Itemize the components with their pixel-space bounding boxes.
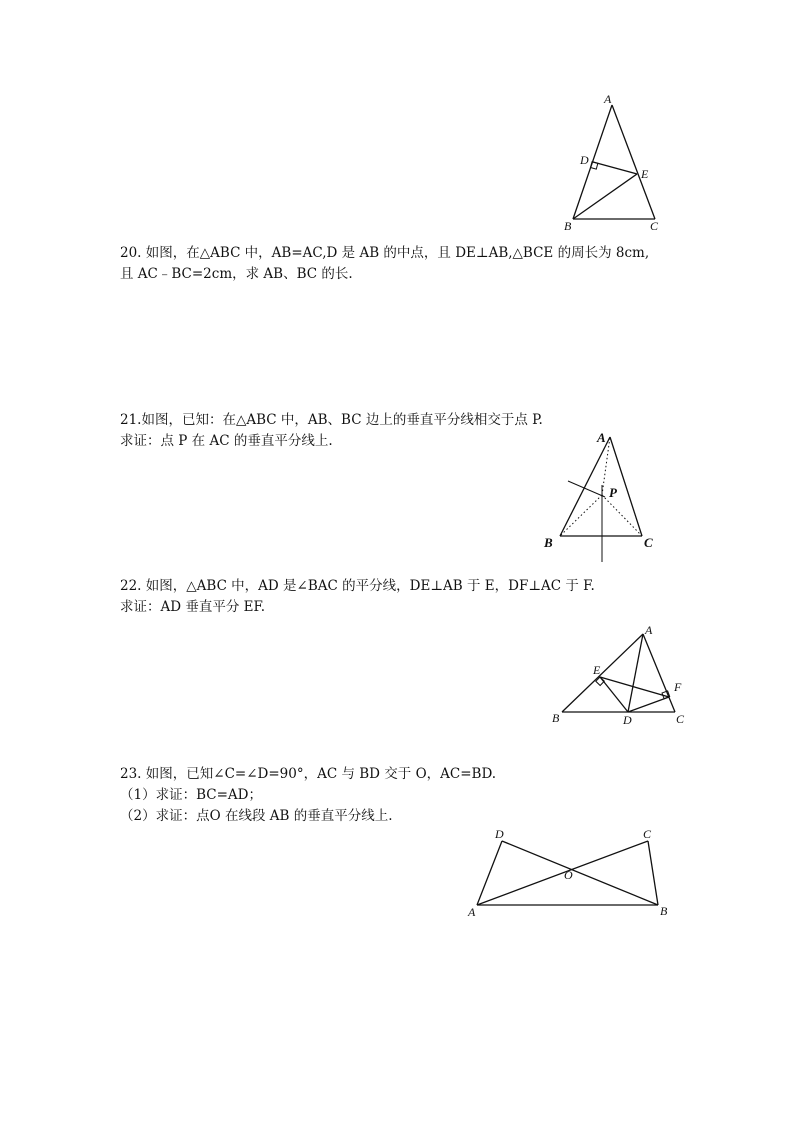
q21-text-line1: 21.如图，已知：在△ABC 中，AB、BC 边上的垂直平分线相交于点 P.	[120, 412, 543, 428]
q23-text-line3: （2）求证：点O 在线段 AB 的垂直平分线上.	[120, 808, 393, 824]
label-b: B	[544, 535, 553, 550]
label-a: A	[604, 92, 612, 106]
q21-text-line2: 求证：点 P 在 AC 的垂直平分线上.	[120, 433, 333, 449]
q20-text-line1: 20. 如图，在△ABC 中，AB=AC,D 是 AB 的中点，且 DE⊥AB,△BCE 的周长为 8cm,	[120, 245, 650, 261]
q22-text-line2: 求证：AD 垂直平分 EF.	[120, 599, 266, 615]
label-b: B	[660, 904, 668, 918]
label-a: A	[597, 430, 606, 445]
figure-20	[560, 92, 670, 237]
label-d: D	[495, 827, 504, 841]
label-c: C	[644, 535, 653, 550]
label-c: C	[676, 712, 685, 726]
q23-text-line2: （1）求证：BC=AD；	[120, 787, 262, 803]
figure-23	[460, 822, 680, 922]
figure-21	[540, 425, 670, 565]
label-o: O	[564, 868, 573, 882]
label-p: P	[609, 485, 617, 500]
label-d: D	[580, 153, 589, 167]
label-d: D	[623, 713, 632, 727]
label-c: C	[643, 827, 652, 841]
label-a: A	[645, 623, 653, 637]
label-f: F	[674, 680, 682, 694]
label-b: B	[552, 711, 560, 725]
label-e: E	[641, 167, 649, 181]
label-a: A	[468, 905, 476, 919]
figure-22	[545, 622, 695, 732]
label-e: E	[593, 663, 601, 677]
q23-text-line1: 23. 如图，已知∠C=∠D=90°，AC 与 BD 交于 O，AC=BD.	[120, 766, 497, 782]
label-b: B	[564, 219, 572, 233]
q20-text-line2: 且 AC﹣BC=2cm，求 AB、BC 的长.	[120, 266, 353, 282]
label-c: C	[650, 219, 659, 233]
q22-text-line1: 22. 如图，△ABC 中，AD 是∠BAC 的平分线，DE⊥AB 于 E，DF⊥AC 于 F.	[120, 578, 595, 594]
